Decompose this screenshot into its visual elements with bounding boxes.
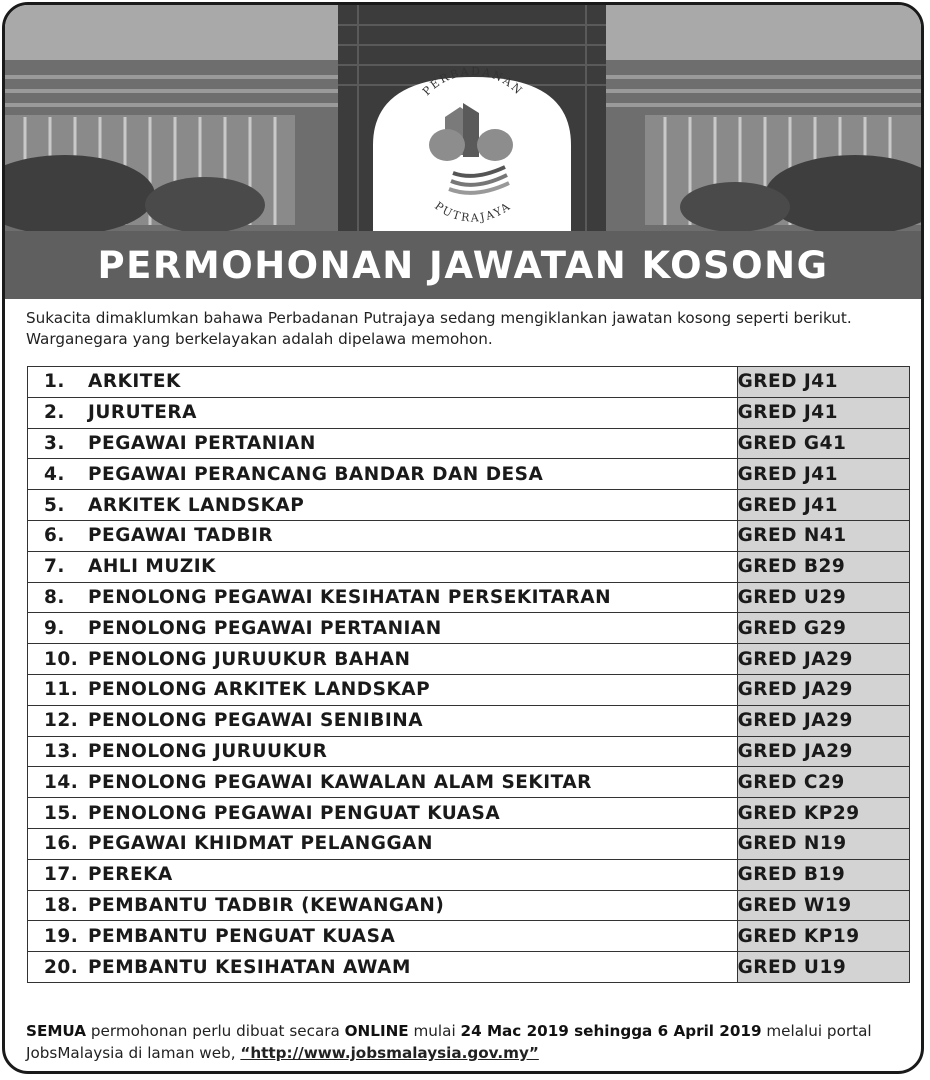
job-number: 5. — [44, 494, 65, 516]
table-row — [28, 921, 910, 952]
job-title: PENOLONG JURUUKUR BAHAN — [88, 648, 411, 670]
vacancy-table — [27, 366, 910, 983]
job-number: 6. — [44, 525, 65, 547]
job-grade: GRED W19 — [737, 890, 909, 921]
job-title: PENOLONG PEGAWAI PERTANIAN — [88, 617, 442, 639]
job-title: PEMBANTU KESIHATAN AWAM — [88, 956, 411, 978]
footer-text: permohonan perlu dibuat secara — [86, 1022, 345, 1040]
building-illustration — [5, 5, 921, 231]
job-title-cell — [28, 397, 738, 428]
job-title: AHLI MUZIK — [88, 556, 216, 578]
footer-emphasis-online: ONLINE — [344, 1022, 409, 1040]
job-title-cell — [28, 705, 738, 736]
page-title: PERMOHONAN JAWATAN KOSONG — [97, 243, 829, 287]
job-grade: GRED B29 — [737, 551, 909, 582]
table-row — [28, 520, 910, 551]
job-title-cell — [28, 367, 738, 398]
job-title-cell — [28, 736, 738, 767]
footer-line-1 — [26, 1020, 912, 1042]
job-title-cell — [28, 890, 738, 921]
job-number: 17. — [44, 864, 79, 886]
table-row — [28, 674, 910, 705]
job-title-cell — [28, 674, 738, 705]
header-photo — [5, 5, 921, 231]
job-title-cell — [28, 798, 738, 829]
job-grade: GRED G29 — [737, 613, 909, 644]
job-number: 9. — [44, 617, 65, 639]
table-row — [28, 890, 910, 921]
job-grade: GRED JA29 — [737, 736, 909, 767]
footer-date-range: 24 Mac 2019 sehingga 6 April 2019 — [460, 1022, 762, 1040]
job-title: PENOLONG PEGAWAI PENGUAT KUASA — [88, 802, 501, 824]
footer-text: mulai — [408, 1022, 461, 1040]
job-title: PEGAWAI TADBIR — [88, 525, 274, 547]
job-title: PEGAWAI KHIDMAT PELANGGAN — [88, 833, 433, 855]
table-row — [28, 582, 910, 613]
job-grade: GRED N19 — [737, 828, 909, 859]
job-title-cell — [28, 613, 738, 644]
job-title: PENOLONG JURUUKUR — [88, 740, 328, 762]
job-grade: GRED JA29 — [737, 644, 909, 675]
job-grade: GRED U19 — [737, 952, 909, 983]
job-title: PENOLONG PEGAWAI KAWALAN ALAM SEKITAR — [88, 771, 592, 793]
job-number: 8. — [44, 586, 65, 608]
job-title: PEREKA — [88, 864, 173, 886]
job-title-cell — [28, 952, 738, 983]
job-grade: GRED JA29 — [737, 674, 909, 705]
table-row — [28, 705, 910, 736]
job-grade: GRED J41 — [737, 397, 909, 428]
footer-text: JobsMalaysia di laman web, — [26, 1044, 241, 1062]
table-row — [28, 736, 910, 767]
job-number: 2. — [44, 402, 65, 424]
table-row — [28, 859, 910, 890]
job-title-cell — [28, 428, 738, 459]
intro-line-2: Warganegara yang berkelayakan adalah dipelawa memohon. — [26, 330, 493, 348]
job-grade: GRED J41 — [737, 490, 909, 521]
job-title: PEMBANTU TADBIR (KEWANGAN) — [88, 894, 445, 916]
job-grade: GRED C29 — [737, 767, 909, 798]
job-title-cell — [28, 767, 738, 798]
job-title-cell — [28, 551, 738, 582]
job-grade: GRED KP19 — [737, 921, 909, 952]
job-title-cell — [28, 490, 738, 521]
job-title-cell — [28, 921, 738, 952]
table-row — [28, 490, 910, 521]
job-grade: GRED N41 — [737, 520, 909, 551]
job-grade: GRED JA29 — [737, 705, 909, 736]
footer-note — [26, 1020, 912, 1064]
job-title: PEGAWAI PERTANIAN — [88, 432, 316, 454]
job-title-cell — [28, 859, 738, 890]
table-row — [28, 459, 910, 490]
table-row — [28, 767, 910, 798]
jobsmalaysia-link[interactable]: “http://www.jobsmalaysia.gov.my” — [240, 1044, 539, 1062]
job-grade: GRED KP29 — [737, 798, 909, 829]
job-title: JURUTERA — [88, 402, 197, 424]
job-number: 19. — [44, 925, 79, 947]
table-row — [28, 613, 910, 644]
title-banner — [5, 231, 921, 299]
table-row — [28, 798, 910, 829]
job-title-cell — [28, 520, 738, 551]
job-grade: GRED B19 — [737, 859, 909, 890]
table-row — [28, 428, 910, 459]
intro-text — [26, 308, 910, 350]
job-title: ARKITEK — [88, 371, 181, 393]
job-title: PEMBANTU PENGUAT KUASA — [88, 925, 396, 947]
job-number: 1. — [44, 371, 65, 393]
job-number: 16. — [44, 833, 79, 855]
job-number: 11. — [44, 679, 79, 701]
job-title: PENOLONG PEGAWAI KESIHATAN PERSEKITARAN — [88, 586, 612, 608]
intro-line-1: Sukacita dimaklumkan bahawa Perbadanan Putrajaya sedang mengiklankan jawatan kosong seperti berikut. — [26, 309, 852, 327]
job-title: PENOLONG PEGAWAI SENIBINA — [88, 710, 424, 732]
job-number: 13. — [44, 740, 79, 762]
job-number: 10. — [44, 648, 79, 670]
job-number: 14. — [44, 771, 79, 793]
job-number: 3. — [44, 432, 65, 454]
advertisement-frame — [2, 2, 924, 1074]
job-number: 18. — [44, 894, 79, 916]
footer-text: melalui portal — [761, 1022, 872, 1040]
job-title-cell — [28, 644, 738, 675]
job-grade: GRED U29 — [737, 582, 909, 613]
job-grade: GRED J41 — [737, 459, 909, 490]
table-row — [28, 828, 910, 859]
job-title: PEGAWAI PERANCANG BANDAR DAN DESA — [88, 463, 544, 485]
table-row — [28, 551, 910, 582]
table-row — [28, 367, 910, 398]
logo-top-text: PERBADANAN — [420, 64, 526, 99]
job-number: 20. — [44, 956, 79, 978]
logo-bottom-text: PUTRAJAYA — [432, 199, 514, 225]
table-row — [28, 644, 910, 675]
table-row — [28, 952, 910, 983]
job-title-cell — [28, 582, 738, 613]
job-title-cell — [28, 828, 738, 859]
footer-line-2 — [26, 1042, 912, 1064]
job-number: 12. — [44, 710, 79, 732]
table-row — [28, 397, 910, 428]
job-title-cell — [28, 459, 738, 490]
job-number: 7. — [44, 556, 65, 578]
job-title: PENOLONG ARKITEK LANDSKAP — [88, 679, 431, 701]
job-grade: GRED J41 — [737, 367, 909, 398]
job-number: 4. — [44, 463, 65, 485]
job-number: 15. — [44, 802, 79, 824]
job-title: ARKITEK LANDSKAP — [88, 494, 305, 516]
job-grade: GRED G41 — [737, 428, 909, 459]
footer-emphasis-semua: SEMUA — [26, 1022, 87, 1040]
